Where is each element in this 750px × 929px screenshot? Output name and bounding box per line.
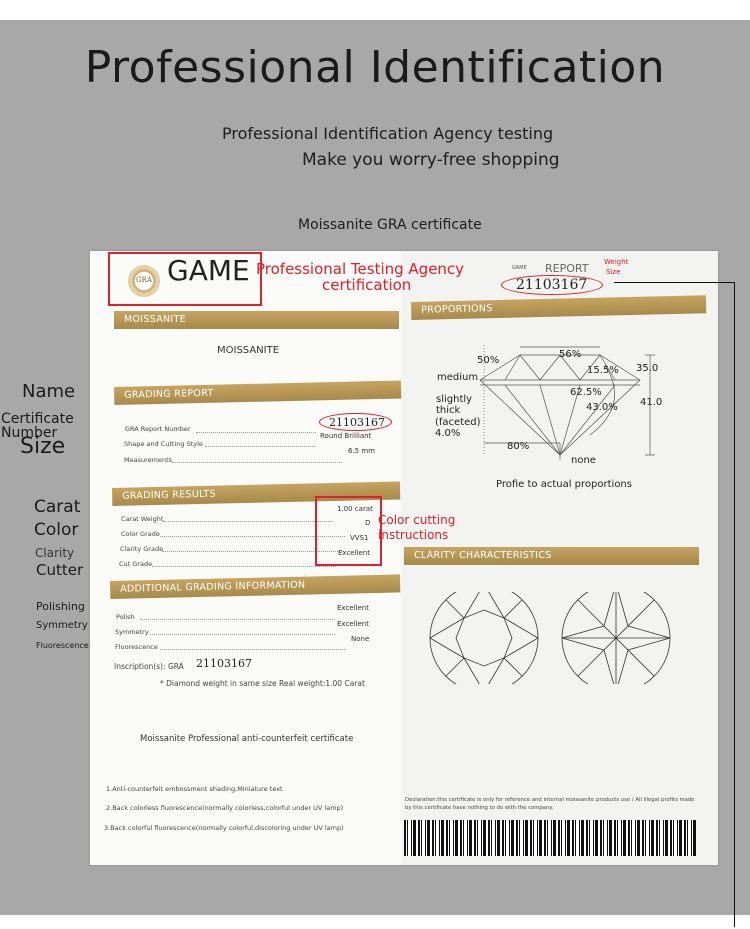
size-annotation: Size: [606, 268, 621, 276]
value-cut-grade: Excellent: [338, 549, 370, 557]
prop-crown-deg: 35.0: [636, 363, 659, 374]
footnote-2: 2.Back colorless fluorescence(normally colorless,colorful under UV lamp): [106, 804, 344, 812]
section-proportions: PROPORTIONS: [411, 295, 706, 320]
section-additional-grading: ADDITIONAL GRADING INFORMATION: [110, 574, 400, 599]
value-polish: Excellent: [337, 604, 369, 612]
label-cut-grade: Cut Grade: [119, 560, 153, 568]
prop-crown-height: 15.5%: [587, 365, 619, 376]
footnote-1: 1.Anti-counterfeit embossment shading,Miniature text: [106, 785, 283, 793]
label-report-number: GRA Report Number: [125, 425, 191, 433]
value-color-grade: D: [365, 519, 371, 527]
prop-girdle-desc-3: (faceted): [435, 417, 481, 428]
section-grading-results: GRADING RESULTS: [112, 481, 400, 506]
disclaimer-line-2: by this certificate have nothing to do with the company.: [405, 805, 554, 811]
barcode: [404, 820, 696, 856]
connector-line-vertical: [734, 282, 735, 927]
label-color-grade: Color Grade: [121, 530, 160, 538]
value-clarity-grade: VVS1: [350, 534, 369, 542]
prop-girdle-desc-2: thick: [436, 405, 461, 416]
prop-crown-angle: 50%: [477, 355, 500, 366]
inscription-label: Inscription(s): GRA: [114, 662, 184, 671]
report-number-highlight: [501, 275, 603, 295]
value-symmetry: Excellent: [337, 620, 369, 628]
prop-lower-half: 80%: [507, 441, 530, 452]
label-carat-weight: Carat Weight: [121, 515, 164, 523]
dotted-leader: [172, 462, 342, 463]
prop-culet: none: [571, 455, 596, 466]
prop-girdle: medium: [437, 372, 479, 383]
prop-pavilion-deg: 41.0: [640, 397, 663, 408]
footnote-3: 3.Back colorful fluorescence(normally colorful,discoloring under UV lamp): [104, 824, 344, 832]
report-brand-small: GAME: [512, 265, 527, 271]
side-label-cutter: Cutter: [36, 561, 84, 579]
label-clarity-grade: Clarity Grade: [120, 545, 164, 553]
report-number-circle: [319, 413, 392, 431]
color-cutting-annotation-line2: instructions: [378, 528, 449, 542]
color-cutting-annotation-line1: Color cutting: [378, 513, 456, 527]
section-grading-report: GRADING REPORT: [114, 380, 401, 405]
subtitle-agency-testing: Professional Identification Agency testing: [222, 124, 554, 143]
page-title: Professional Identification: [84, 42, 666, 93]
proportions-caption: Profie to actual proportions: [496, 479, 632, 490]
inscription-value: 21103167: [196, 657, 252, 670]
certificate-caption: Moissanite GRA certificate: [298, 217, 482, 233]
brand-game: GAME: [167, 254, 250, 287]
prop-pavilion-pct: 43.0%: [586, 402, 618, 413]
brand-highlight-box: [108, 252, 262, 306]
anti-counterfeit-title: Moissanite Professional anti-counterfeit certificate: [140, 734, 354, 744]
label-symmetry: Symmetry: [115, 628, 149, 636]
dotted-leader: [140, 619, 335, 620]
side-label-certificate-number: Certificate Number: [1, 411, 74, 441]
side-label-color: Color: [34, 520, 79, 540]
dotted-leader: [163, 521, 333, 522]
gra-seal-text: GRA: [136, 276, 152, 284]
agency-annotation-line1: Professional Testing Agency: [256, 260, 465, 278]
side-label-size: Size: [20, 434, 66, 459]
table-facet: [456, 610, 512, 666]
value-report-number: 21103167: [329, 416, 385, 429]
prop-girdle-desc-1: slightly: [436, 394, 473, 405]
grading-results-highlight: [315, 496, 382, 566]
report-label: REPORT: [545, 262, 589, 275]
label-polish: Polish: [116, 613, 135, 621]
prop-table: 56%: [559, 349, 582, 360]
prop-girdle-desc-4: 4.0%: [435, 428, 461, 439]
moissanite-name-value: MOISSANITE: [217, 345, 280, 356]
side-label-symmetry: Symmetry: [36, 620, 88, 631]
section-moissanite: MOISSANITE: [114, 311, 399, 329]
dotted-leader: [196, 432, 316, 433]
label-measurements: Measurements: [124, 456, 173, 464]
connector-line-horizontal: [614, 282, 734, 283]
value-fluorescence: None: [351, 635, 370, 643]
subtitle-worry-free: Make you worry-free shopping: [302, 150, 560, 170]
prop-pavilion-depth: 62.5%: [570, 387, 602, 398]
label-shape: Shape and Cutting Style: [124, 440, 203, 448]
section-clarity-characteristics: CLARITY CHARACTERISTICS: [404, 547, 699, 565]
value-carat-weight: 1.00 carat: [337, 505, 373, 513]
dotted-leader: [205, 446, 315, 447]
dotted-leader: [160, 649, 345, 650]
value-measurements: 6.5 mm: [348, 447, 375, 455]
disclaimer-line-1: Declaration:this certificate is only for reference and internal moissanite products use / All illegal profits made: [405, 797, 695, 803]
diamond-weight-note: * Diamond weight in same size Real weight:1.00 Carat: [160, 679, 365, 688]
label-fluorescence: Fluorescence: [115, 643, 158, 651]
side-label-carat: Carat: [34, 497, 81, 517]
weight-annotation: Weight: [604, 258, 629, 266]
dotted-leader: [152, 566, 336, 567]
clarity-plot-crown: [428, 592, 544, 684]
side-label-name: Name: [22, 381, 76, 402]
side-label-clarity: Clarity: [35, 546, 75, 560]
crown-outline: [430, 592, 538, 684]
value-shape: Round Brilliant: [320, 432, 372, 440]
agency-annotation-line2: certification: [322, 276, 412, 294]
dotted-leader: [150, 634, 335, 635]
side-label-polishing: Polishing: [36, 600, 85, 613]
side-label-fluorescence: Fluorescence: [36, 641, 89, 650]
clarity-plot-pavilion: [558, 592, 674, 684]
report-number-header: 21103167: [516, 277, 588, 293]
